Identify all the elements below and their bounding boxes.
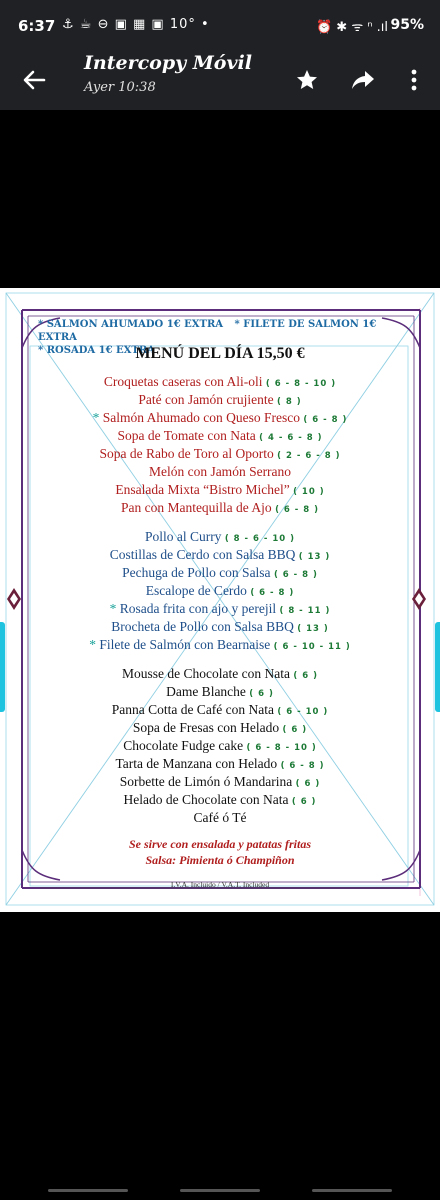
list-item bbox=[0, 701, 440, 719]
extra-item: * FILETE DE SALMON 1€ EXTRA bbox=[38, 319, 377, 343]
page-subtitle: Ayer 10:38 bbox=[84, 80, 156, 95]
list-item bbox=[0, 737, 440, 755]
battery-level: 95% bbox=[390, 17, 424, 33]
allergen-codes: ( 6 - 8 ) bbox=[275, 505, 320, 515]
extra-marker: * bbox=[109, 601, 117, 616]
allergen-codes: ( 6 - 8 ) bbox=[250, 588, 295, 598]
notification-icons: ⚓ ☕ ⊖ ▣ ▦ ▣ 10° • bbox=[62, 17, 210, 32]
star-button[interactable] bbox=[289, 62, 325, 98]
mains-list bbox=[0, 528, 440, 654]
right-edge-handle[interactable] bbox=[435, 622, 440, 712]
nav-pill[interactable] bbox=[180, 1189, 260, 1192]
list-item bbox=[0, 546, 440, 564]
system-icons: ⏰ ✱ ᯤ ⁿ .ıl bbox=[315, 20, 388, 35]
share-icon bbox=[350, 68, 376, 92]
list-item bbox=[0, 409, 440, 427]
menu-title: MENÚ DEL DÍA 15,50 € bbox=[135, 345, 305, 362]
dish-name: Panna Cotta de Café con Nata bbox=[111, 702, 275, 717]
extra-item: * SALMON AHUMADO 1€ EXTRA bbox=[38, 319, 224, 330]
extra-item: * ROSADA 1€ EXTRA bbox=[38, 345, 155, 356]
allergen-codes: ( 10 ) bbox=[293, 487, 325, 497]
list-item bbox=[0, 773, 440, 791]
allergen-codes: ( 6 ) bbox=[291, 797, 317, 807]
more-vert-icon bbox=[410, 68, 418, 92]
allergen-codes: ( 4 - 6 - 8 ) bbox=[259, 433, 323, 443]
sauce-text: Salsa: Pimienta ó Champiñon bbox=[145, 853, 295, 867]
dish-name: Chocolate Fudge cake bbox=[123, 738, 244, 753]
nav-pill[interactable] bbox=[48, 1189, 128, 1192]
allergen-codes: ( 6 - 8 ) bbox=[273, 570, 318, 580]
allergen-codes: ( 13 ) bbox=[297, 624, 329, 634]
list-item bbox=[0, 791, 440, 809]
allergen-codes: ( 8 ) bbox=[277, 397, 302, 407]
nav-pill[interactable] bbox=[312, 1189, 392, 1192]
dish-name: Pechuga de Pollo con Salsa bbox=[122, 565, 271, 580]
extra-marker: * bbox=[92, 410, 100, 425]
dish-name: Sopa de Fresas con Helado bbox=[132, 720, 280, 735]
list-item bbox=[0, 600, 440, 618]
list-item bbox=[0, 391, 440, 409]
allergen-codes: ( 6 - 8 ) bbox=[280, 761, 325, 771]
starters-list bbox=[0, 373, 440, 517]
allergen-codes: ( 6 - 8 - 10 ) bbox=[265, 379, 337, 389]
list-item bbox=[0, 528, 440, 546]
allergen-codes: ( 6 - 8 ) bbox=[303, 415, 348, 425]
dish-name: Brocheta de Pollo con Salsa BBQ bbox=[111, 619, 294, 634]
list-item bbox=[0, 636, 440, 654]
list-item bbox=[0, 564, 440, 582]
list-item bbox=[0, 665, 440, 683]
menu-footer-note bbox=[0, 836, 440, 868]
app-bar bbox=[0, 50, 440, 110]
dish-name: Sopa de Rabo de Toro al Oporto bbox=[99, 446, 274, 461]
gesture-nav-bar bbox=[0, 1180, 440, 1200]
status-time: 6:37 bbox=[18, 17, 56, 35]
allergen-codes: ( 6 - 10 - 11 ) bbox=[273, 642, 351, 652]
dish-name: Dame Blanche bbox=[166, 684, 246, 699]
list-item bbox=[0, 755, 440, 773]
list-item bbox=[0, 719, 440, 737]
dish-name: * Rosada frita con ajo y perejil bbox=[109, 601, 277, 616]
allergen-codes: ( 2 - 6 - 8 ) bbox=[277, 451, 341, 461]
left-edge-handle[interactable] bbox=[0, 622, 5, 712]
list-item bbox=[0, 481, 440, 499]
list-item bbox=[0, 427, 440, 445]
dish-name: Mousse de Chocolate con Nata bbox=[122, 666, 290, 681]
dish-name: Pollo al Curry bbox=[144, 529, 222, 544]
list-item bbox=[0, 373, 440, 391]
list-item bbox=[0, 445, 440, 463]
more-options-button[interactable] bbox=[396, 62, 432, 98]
allergen-codes: ( 6 ) bbox=[295, 779, 321, 789]
desserts-list bbox=[0, 665, 440, 827]
dish-name: Costillas de Cerdo con Salsa BBQ bbox=[109, 547, 296, 562]
dish-name: * Salmón Ahumado con Queso Fresco bbox=[92, 410, 300, 425]
allergen-codes: ( 13 ) bbox=[298, 552, 331, 562]
back-button[interactable] bbox=[16, 62, 52, 98]
allergen-codes: ( 6 - 10 ) bbox=[277, 707, 329, 717]
allergen-codes: ( 6 ) bbox=[293, 671, 318, 681]
page-title: Intercopy Móvil bbox=[84, 52, 252, 74]
dish-name: Helado de Chocolate con Nata bbox=[123, 792, 289, 807]
dish-name: Tarta de Manzana con Helado bbox=[115, 756, 278, 771]
share-button[interactable] bbox=[345, 62, 381, 98]
list-item bbox=[0, 809, 440, 827]
menu-image[interactable] bbox=[0, 288, 440, 912]
served-with-text: Se sirve con ensalada y patatas fritas bbox=[129, 837, 311, 851]
list-item bbox=[0, 683, 440, 701]
dish-name: Café ó Té bbox=[193, 810, 247, 825]
allergen-codes: ( 6 ) bbox=[282, 725, 308, 735]
star-icon bbox=[295, 68, 319, 92]
list-item bbox=[0, 499, 440, 517]
extra-marker: * bbox=[89, 637, 96, 652]
arrow-back-icon bbox=[16, 62, 52, 98]
allergen-codes: ( 8 - 6 - 10 ) bbox=[224, 534, 296, 544]
dish-name: Paté con Jamón crujiente bbox=[138, 392, 274, 407]
dish-name: Sorbette de Limón ó Mandarina bbox=[119, 774, 293, 789]
allergen-codes: ( 6 - 8 - 10 ) bbox=[246, 743, 317, 753]
status-bar bbox=[0, 0, 440, 50]
dish-name: Sopa de Tomate con Nata bbox=[117, 428, 256, 443]
dish-name: Melón con Jamón Serrano bbox=[148, 464, 292, 479]
allergen-codes: ( 8 - 11 ) bbox=[279, 606, 331, 616]
list-item bbox=[0, 463, 440, 481]
dish-name: Ensalada Mixta “Bistro Michel” bbox=[115, 482, 290, 497]
list-item bbox=[0, 582, 440, 600]
dish-name: * Filete de Salmón con Bearnaise bbox=[89, 637, 271, 652]
dish-name: Pan con Mantequilla de Ajo bbox=[120, 500, 272, 515]
list-item bbox=[0, 618, 440, 636]
dish-name: Croquetas caseras con Ali-oli bbox=[103, 374, 263, 389]
vat-note: I.V.A. Incluido / V.A.T. Included bbox=[170, 880, 270, 889]
allergen-codes: ( 6 ) bbox=[249, 689, 274, 699]
dish-name: Escalope de Cerdo bbox=[145, 583, 247, 598]
